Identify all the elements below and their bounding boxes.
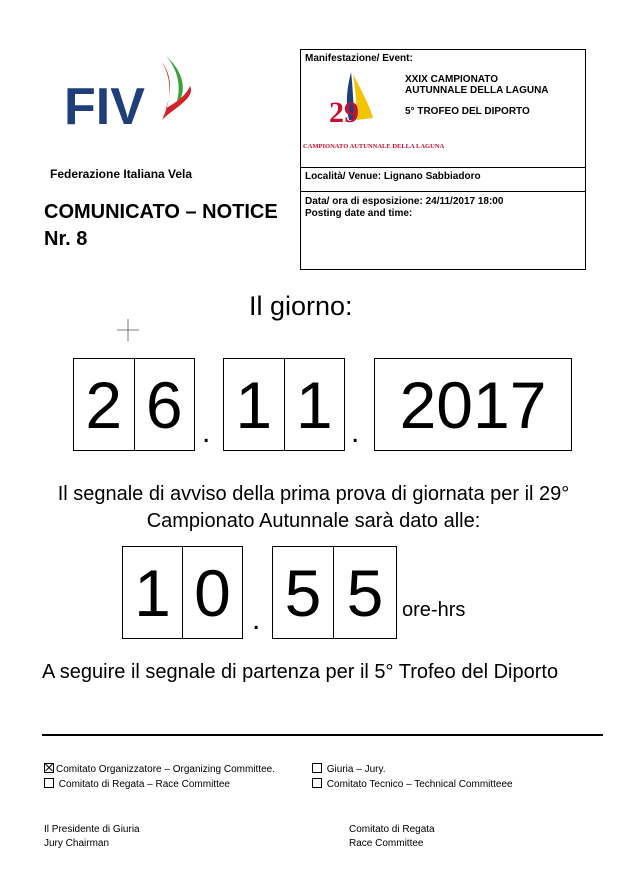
jury-chair-it: Il Presidente di Giuria: [44, 824, 140, 835]
start-signal-text: A seguire il segnale di partenza per il 5° Trofeo del Diporto: [42, 661, 559, 683]
date-label: Il giorno:: [249, 291, 353, 321]
race-committee-en: Race Committee: [349, 838, 424, 849]
event-title-line2: AUTUNNALE DELLA LAGUNA: [405, 85, 549, 96]
minute-boxes: [272, 546, 397, 639]
divider: [42, 734, 603, 736]
posting-datetime: Data/ ora di esposizione: 24/11/2017 18:00: [305, 196, 504, 207]
technical-checkbox[interactable]: [312, 778, 322, 788]
day-digit-1: 2: [74, 359, 135, 450]
signature-right: [349, 823, 435, 851]
organizing-label: Comitato Organizzatore – Organizing Committee.: [56, 764, 275, 775]
hour-boxes: [122, 546, 243, 639]
time-unit: ore-hrs: [402, 599, 466, 621]
event-label: Manifestazione/ Event:: [305, 53, 413, 64]
date-separator-2: .: [351, 416, 360, 449]
jury-label: Giuria – Jury.: [326, 764, 386, 775]
year-box: [374, 358, 572, 451]
time-separator: .: [252, 603, 261, 636]
organization-name: Federazione Italiana Vela: [50, 167, 193, 181]
event-info-box: [300, 49, 586, 270]
issuer-technical: [312, 778, 513, 792]
jury-checkbox[interactable]: [312, 763, 322, 773]
warning-signal-line2: Campionato Autunnale sarà dato alle:: [146, 510, 481, 532]
event-title-line3: 5° TROFEO DEL DIPORTO: [405, 106, 530, 117]
technical-label: Comitato Tecnico – Technical Committeee: [326, 779, 513, 790]
logo-wordmark: FIV: [64, 78, 145, 132]
issuer-organizing: [44, 763, 275, 777]
crosshair-icon: [117, 319, 139, 346]
posting-section: [305, 196, 503, 220]
minute-digit-2: 5: [346, 555, 384, 630]
issuer-race: [44, 778, 230, 792]
date-separator-1: .: [202, 416, 211, 449]
year-value: 2017: [399, 367, 547, 442]
minute-digit-1: 5: [273, 547, 334, 638]
month-digit-1: 1: [224, 359, 285, 450]
event-emblem: [307, 70, 405, 152]
signature-left: [44, 823, 140, 851]
posting-label-en: Posting date and time:: [305, 208, 413, 219]
venue-label: Località/ Venue: Lignano Sabbiadoro: [305, 171, 481, 182]
emblem-caption: CAMPIONATO AUTUNNALE DELLA LAGUNA: [303, 143, 445, 150]
organizing-checkbox[interactable]: [44, 763, 54, 773]
emblem-number: 29: [329, 96, 359, 129]
fiv-logo: [62, 52, 202, 132]
issuer-jury: [312, 763, 386, 777]
race-committee-checkbox[interactable]: [44, 778, 54, 788]
jury-chair-en: Jury Chairman: [44, 838, 110, 849]
day-boxes: [73, 358, 195, 451]
event-title-line1: XXIX CAMPIONATO: [405, 74, 498, 85]
venue-section: [301, 168, 585, 192]
hour-digit-2: 0: [194, 555, 231, 630]
notice-number: Nr. 8: [44, 228, 88, 250]
event-title: [405, 74, 549, 117]
month-digit-2: 1: [295, 367, 333, 442]
race-committee-label: Comitato di Regata – Race Committee: [58, 779, 230, 790]
day-digit-2: 6: [145, 367, 183, 442]
warning-signal-line1: Il segnale di avviso della prima prova di giornata per il 29°: [57, 483, 570, 505]
notice-title: COMUNICATO – NOTICE: [44, 201, 278, 223]
month-boxes: [223, 358, 345, 451]
warning-signal-text: [0, 481, 627, 535]
race-committee-it: Comitato di Regata: [349, 824, 435, 835]
hour-digit-1: 1: [123, 547, 183, 638]
event-section: [301, 50, 585, 168]
notice-heading: [44, 199, 278, 253]
